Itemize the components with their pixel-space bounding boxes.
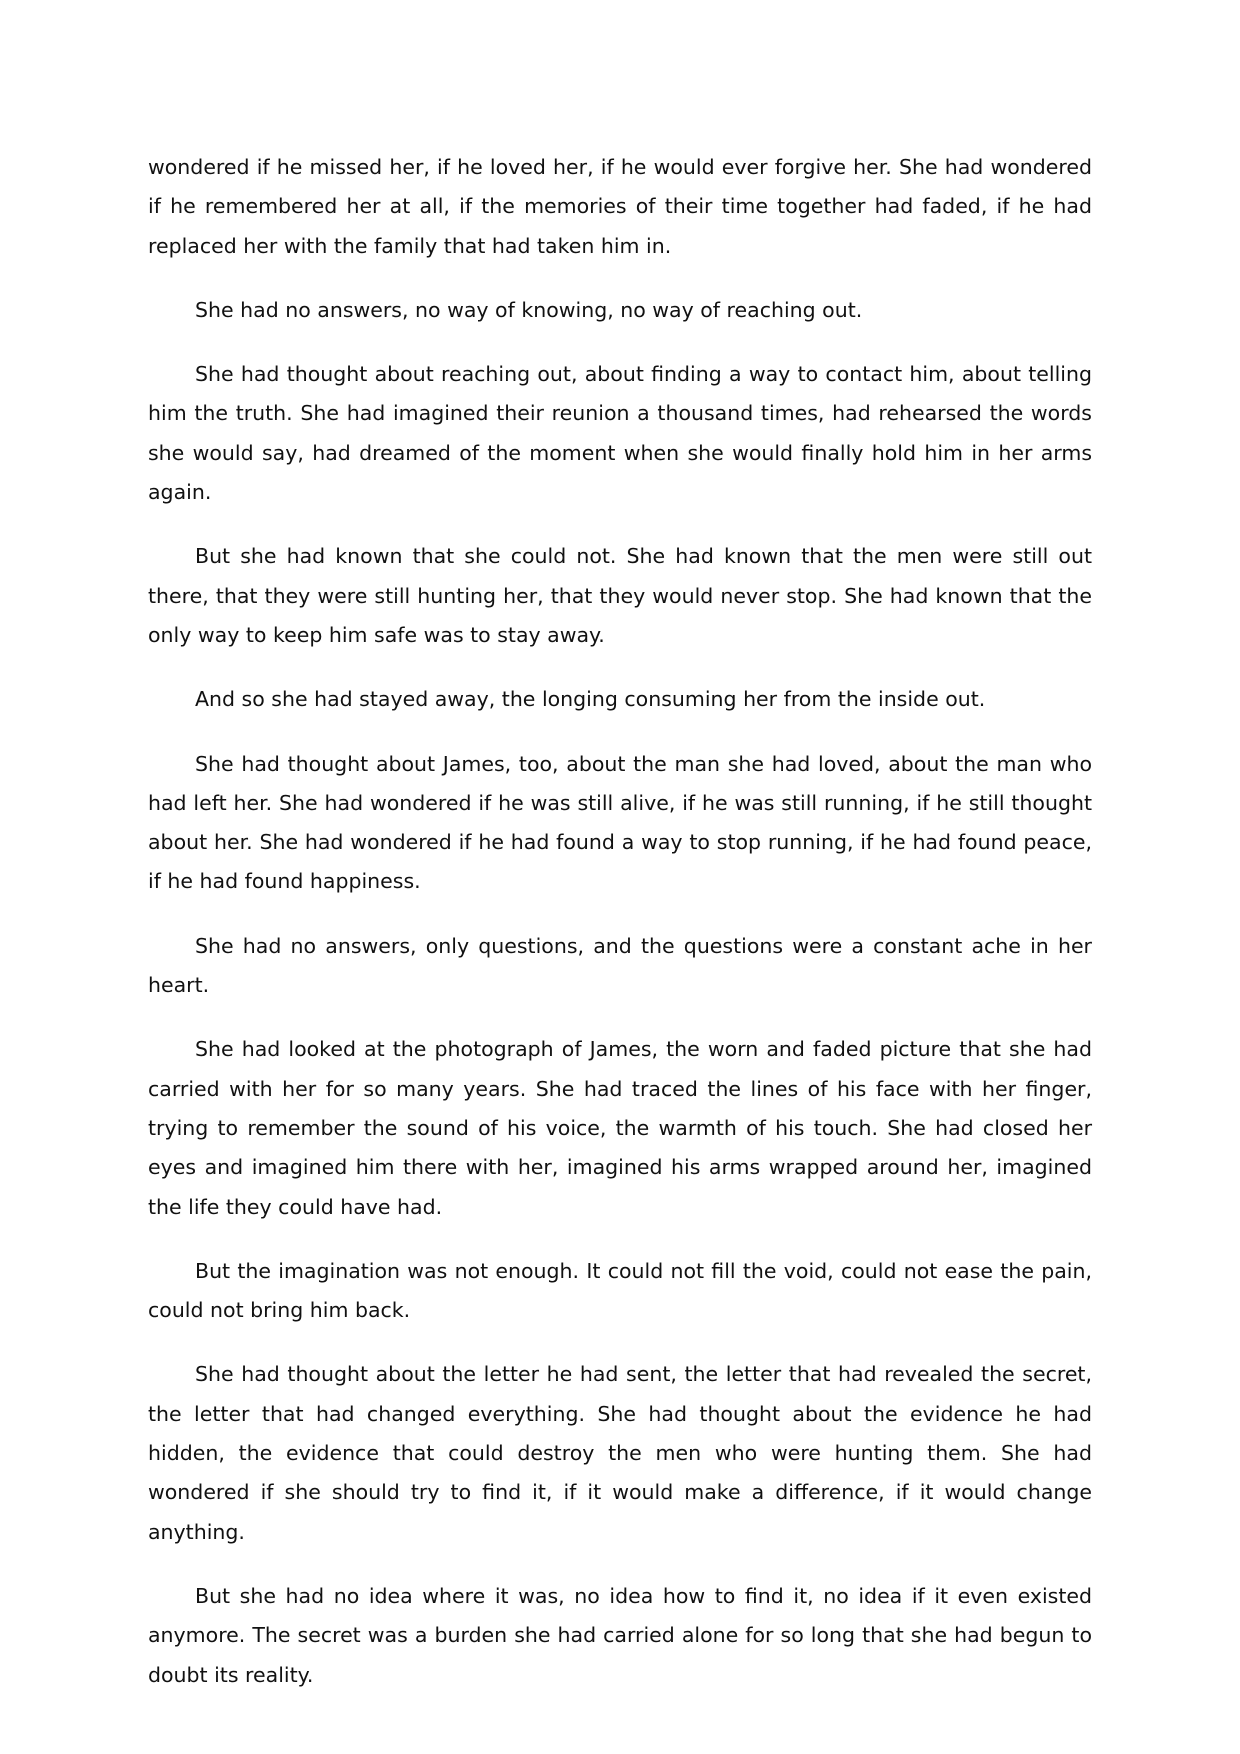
paragraph-11: But she had no idea where it was, no idea how to find it, no idea if it even existed anymore. The secret was a burden she had carried alone for so long that she had begun to doubt its reality.: [148, 1583, 1092, 1687]
paragraph-2: She had no answers, no way of knowing, no way of reaching out.: [195, 297, 863, 322]
paragraph-9: But the imagination was not enough. It could not fill the void, could not ease the pain, could not bring him back.: [148, 1258, 1092, 1323]
paragraph-10: She had thought about the letter he had sent, the letter that had revealed the secret, the letter that had changed everything. She had thought about the evidence he had hidden, the evidence that could destroy the men who were hunting them. She had wondered if she should try to find it, if it would make a difference, if it would change anything.: [148, 1362, 1092, 1544]
paragraph-8: She had looked at the photograph of James, the worn and faded picture that she had carried with her for so many years. She had traced the lines of his face with her finger, trying to remember the sound of his voice, the warmth of his touch. She had closed her eyes and imagined him there with her, imagined his arms wrapped around her, imagined the life they could have had.: [148, 1037, 1092, 1219]
body-text: [148, 148, 1092, 1720]
paragraph-7: She had no answers, only questions, and the questions were a constant ache in her heart.: [148, 933, 1092, 998]
paragraph-1: wondered if he missed her, if he loved her, if he would ever forgive her. She had wondered if he remembered her at all, if the memories of their time together had faded, if he had replaced her with the family that had taken him in.: [148, 155, 1092, 258]
paragraph-3: She had thought about reaching out, about finding a way to contact him, about telling him the truth. She had imagined their reunion a thousand times, had rehearsed the words she would say, had dreamed of the moment when she would finally hold him in her arms again.: [148, 362, 1092, 505]
paragraph-6: She had thought about James, too, about the man she had loved, about the man who had left her. She had wondered if he was still alive, if he was still running, if he still thought about her. She had wondered if he had found a way to stop running, if he had found peace, if he had found happiness.: [148, 751, 1092, 894]
paragraph-4: But she had known that she could not. She had known that the men were still out there, that they were still hunting her, that they would never stop. She had known that the only way to keep him safe was to stay away.: [148, 544, 1092, 647]
paragraph-5: And so she had stayed away, the longing consuming her from the inside out.: [195, 687, 986, 712]
